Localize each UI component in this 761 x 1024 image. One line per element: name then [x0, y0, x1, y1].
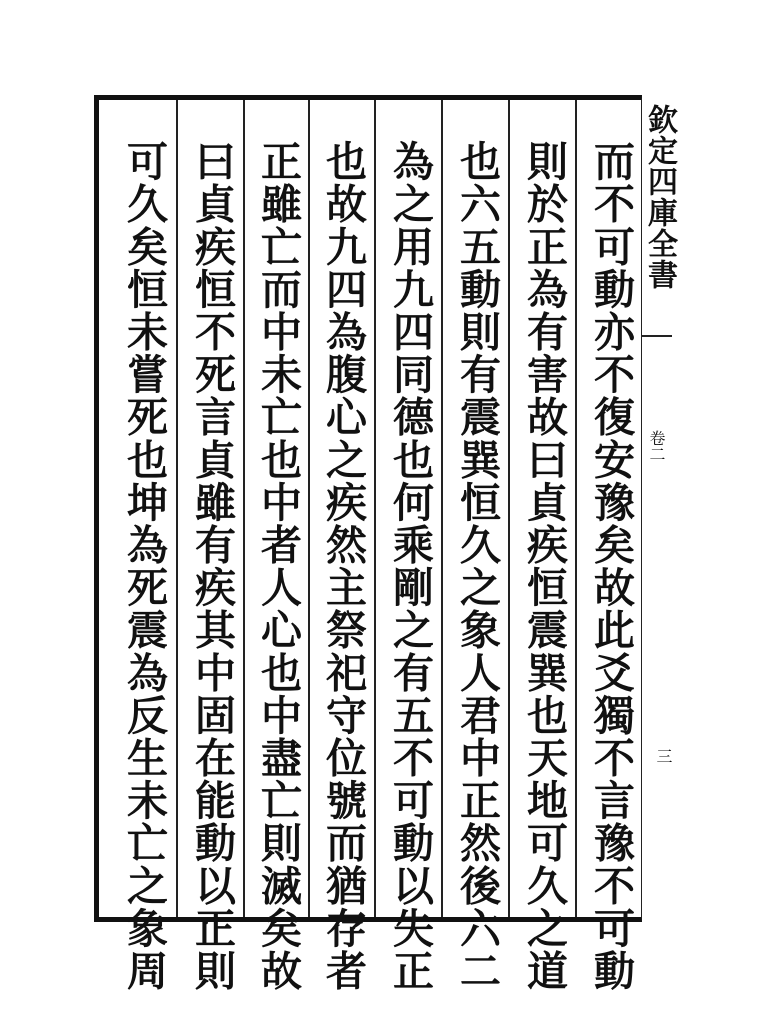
- text-column: 也故九四為腹心之疾然主祭祀守位號而猶存者: [319, 140, 367, 992]
- column-rule: [441, 100, 443, 917]
- column-rule: [374, 100, 376, 917]
- column-rule: [508, 100, 510, 917]
- text-column: 則於正為有害故曰貞疾恒震巽也天地可久之道: [520, 140, 568, 992]
- column-rule: [243, 100, 245, 917]
- text-column: 正雖亡而中未亡也中者人心也中盡亡則滅矣故: [254, 140, 302, 992]
- page-number: 三: [654, 748, 673, 764]
- text-column: 曰貞疾恒不死言貞雖有疾其中固在能動以正則: [188, 140, 236, 992]
- column-rule: [308, 100, 310, 917]
- book-title: 欽定四庫全書: [642, 104, 677, 290]
- margin-divider: [642, 335, 672, 337]
- text-column: 為之用九四同德也何乘剛之有五不可動以失正: [386, 140, 434, 992]
- text-column: 而不可動亦不復安豫矣故此爻獨不言豫不可動: [587, 140, 635, 992]
- page-frame: [94, 95, 642, 992]
- text-column: 可久矣恒未嘗死也坤為死震為反生未亡之象周: [120, 140, 168, 992]
- volume-label: 卷二: [647, 430, 666, 462]
- text-column: 也六五動則有震巽恒久之象人君中正然後六二: [453, 140, 501, 992]
- column-rule: [575, 100, 577, 917]
- column-rule: [176, 100, 178, 917]
